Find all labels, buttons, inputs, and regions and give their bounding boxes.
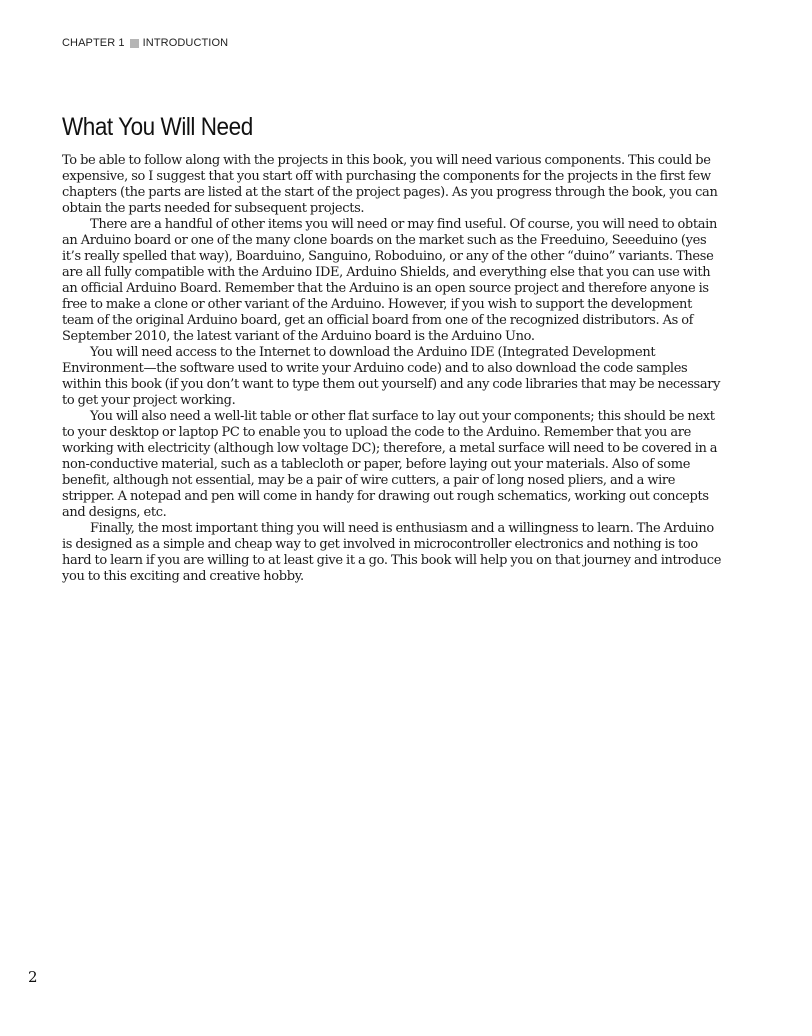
- paragraph-1: To be able to follow along with the projects in this book, you will need various components. This could be expensive, so I suggest that you start off with purchasing the components for the projects in the first few chapters (the parts are listed at the start of the project pages). As you progress through the book, you can obtain the parts needed for subsequent projects.: [62, 153, 718, 216]
- body-text: [62, 153, 724, 585]
- paragraph-2: There are a handful of other items you will need or may find useful. Of course, you will need to obtain an Arduino board or one of the many clone boards on the market such as the Freeduino, Seeeduino (yes it’s really spelled that way), Boarduino, Sanguino, Roboduino, or any of the other “duino” variants. These are all fully compatible with the Arduino IDE, Arduino Shields, and everything else that you can use with an official Arduino Board. Remember that the Arduino is an open source project and therefore anyone is free to make a clone or other variant of the Arduino. However, if you wish to support the development team of the original Arduino board, get an official board from one of the recognized distributors. As of September 2010, the latest variant of the Arduino board is the Arduino Uno.: [62, 217, 718, 344]
- header-separator-square-icon: [130, 39, 139, 48]
- section-heading: What You Will Need: [62, 113, 253, 141]
- running-header: [62, 37, 228, 49]
- paragraph-5: Finally, the most important thing you will need is enthusiasm and a willingness to learn. The Arduino is designed as a simple and cheap way to get involved in microcontroller electronics and nothing is too hard to learn if you are willing to at least give it a go. This book will help you on that journey and introduce you to this exciting and creative hobby.: [62, 521, 722, 584]
- chapter-label: CHAPTER 1: [62, 37, 125, 49]
- section-label: INTRODUCTION: [142, 37, 229, 49]
- paragraph-4: You will also need a well-lit table or other flat surface to lay out your components; this should be next to your desktop or laptop PC to enable you to upload the code to the Arduino. Remember that you are working with electricity (although low voltage DC); therefore, a metal surface will need to be covered in a non-conductive material, such as a tablecloth or paper, before laying out your materials. Also of some benefit, although not essential, may be a pair of wire cutters, a pair of long nosed pliers, and a wire stripper. A notepad and pen will come in handy for drawing out rough schematics, working out concepts and designs, etc.: [62, 409, 718, 520]
- paragraph-3: You will need access to the Internet to download the Arduino IDE (Integrated Development Environment—the software used to write your Arduino code) and to also download the code samples within this book (if you don’t want to type them out yourself) and any code libraries that may be necessary to get your project working.: [62, 345, 721, 408]
- page-number: 2: [28, 968, 38, 986]
